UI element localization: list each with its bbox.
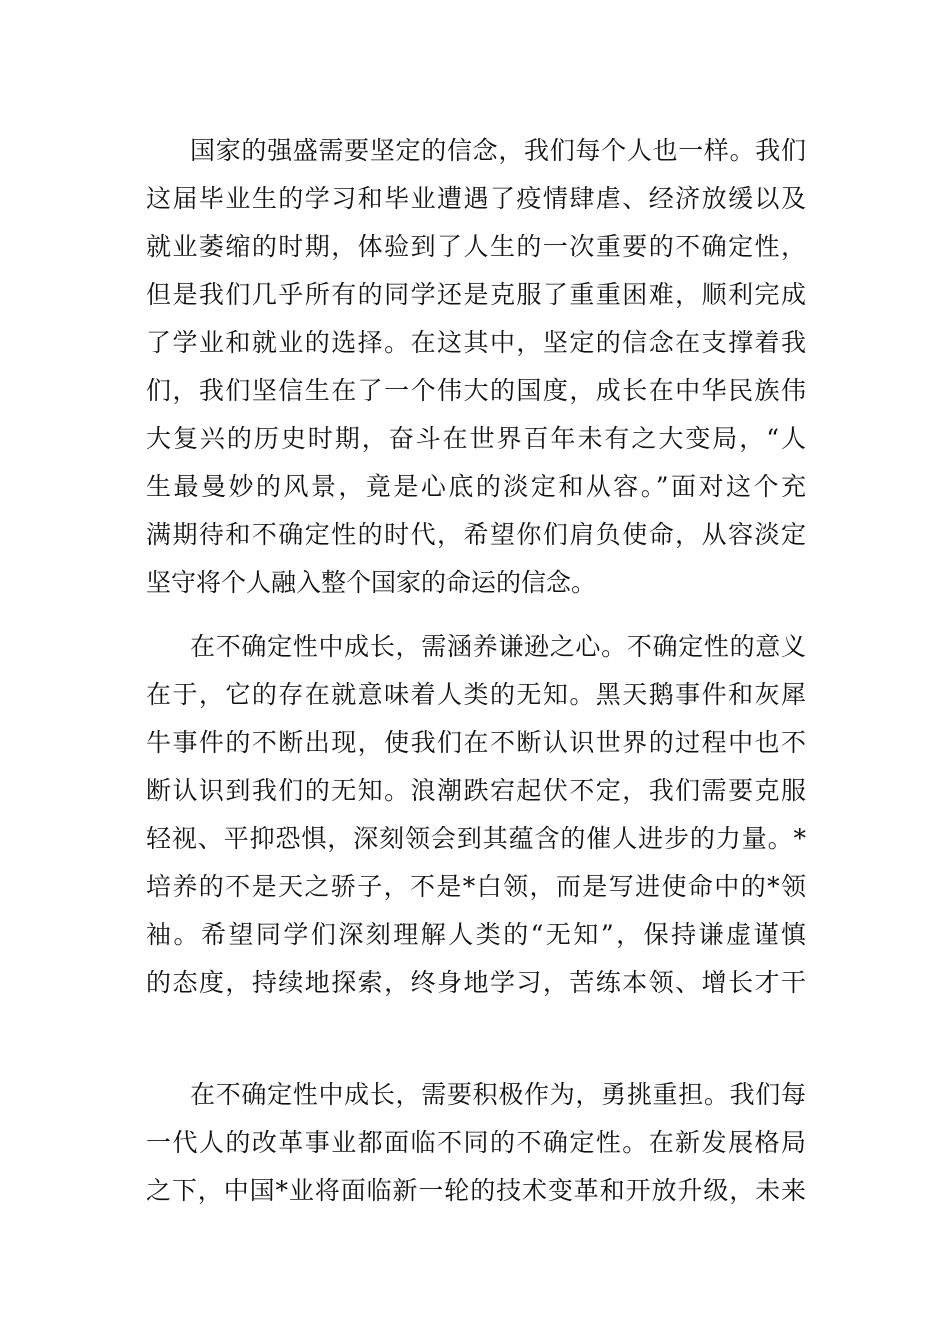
- paragraph-1-line-5: 了学业和就业的选择。在这其中，坚定的信念在支撑着我: [146, 328, 806, 357]
- paragraph-1-line-4: 但是我们几乎所有的同学还是克服了重重困难，顺利完成: [146, 280, 806, 309]
- paragraph-2-line-1: 在不确定性中成长，需涵养谦逊之心。不确定性的意义: [190, 632, 806, 661]
- paragraph-2-line-5: 轻视、平抑恐惧，深刻领会到其蕴含的催人进步的力量。*: [146, 824, 806, 853]
- paragraph-1-line-7: 大复兴的历史时期，奋斗在世界百年未有之大变局，“人: [146, 424, 806, 453]
- paragraph-2-line-7: 袖。希望同学们深刻理解人类的“无知”，保持谦虚谨慎: [146, 920, 806, 949]
- paragraph-3-line-2: 一代人的改革事业都面临不同的不确定性。在新发展格局: [146, 1128, 806, 1157]
- paragraph-2-line-8: 的态度，持续地探索，终身地学习，苦练本领、增长才干: [146, 968, 806, 997]
- paragraph-2-line-3: 牛事件的不断出现，使我们在不断认识世界的过程中也不: [146, 728, 806, 757]
- paragraph-3-line-3: 之下，中国*业将面临新一轮的技术变革和开放升级，未来: [146, 1176, 806, 1205]
- paragraph-1-line-10: 坚守将个人融入整个国家的命运的信念。: [146, 568, 597, 597]
- paragraph-2-line-6: 培养的不是天之骄子，不是*白领，而是写进使命中的*领: [146, 872, 806, 901]
- paragraph-1-line-2: 这届毕业生的学习和毕业遭遇了疫情肆虐、经济放缓以及: [146, 184, 806, 213]
- paragraph-3-line-1: 在不确定性中成长，需要积极作为，勇挑重担。我们每: [190, 1080, 806, 1109]
- paragraph-1-line-1: 国家的强盛需要坚定的信念，我们每个人也一样。我们: [190, 136, 806, 165]
- paragraph-1-line-9: 满期待和不确定性的时代，希望你们肩负使命，从容淡定: [146, 520, 806, 549]
- paragraph-2-line-2: 在于，它的存在就意味着人类的无知。黑天鹅事件和灰犀: [146, 680, 806, 709]
- paragraph-2-line-4: 断认识到我们的无知。浪潮跌宕起伏不定，我们需要克服: [146, 776, 806, 805]
- paragraph-1-line-3: 就业萎缩的时期，体验到了人生的一次重要的不确定性，: [146, 232, 806, 261]
- paragraph-1-line-6: 们，我们坚信生在了一个伟大的国度，成长在中华民族伟: [146, 376, 806, 405]
- paragraph-1-line-8: 生最曼妙的风景，竟是心底的淡定和从容。”面对这个充: [146, 472, 806, 501]
